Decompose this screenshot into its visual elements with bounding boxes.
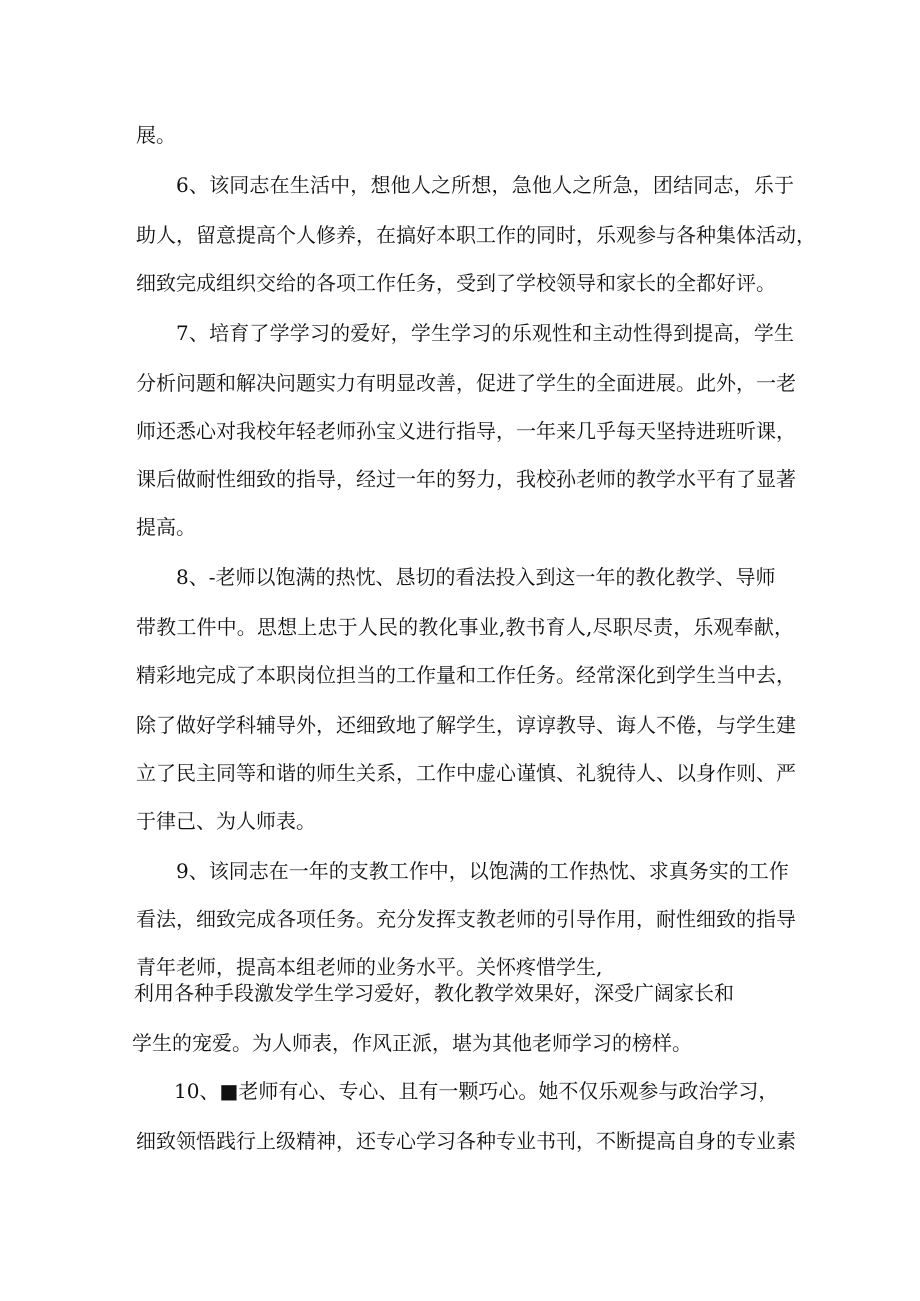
paragraph-9-line-4: 利用各种手段激发学生学习爱好，教化教学效果好，深受广阔家长和 bbox=[134, 981, 734, 1005]
paragraph-7-line-4: 课后做耐性细致的指导，经过一年的努力，我校孙老师的教学水平有了显著 bbox=[136, 467, 796, 491]
text-line: 展。 bbox=[136, 123, 176, 147]
paragraph-7-line-2: 分析问题和解决问题实力有明显改善，促进了学生的全面进展。此外，一老 bbox=[136, 371, 796, 395]
paragraph-6-line-1: 6、该同志在生活中，想他人之所想，急他人之所急，团结同志，乐于 bbox=[176, 173, 794, 197]
paragraph-8-line-4: 除了做好学科辅导外，还细致地了解学生，谆谆教导、诲人不倦，与学生建 bbox=[136, 713, 796, 737]
paragraph-8-line-6: 于律己、为人师表。 bbox=[136, 809, 316, 833]
paragraph-9-line-3: 青年老师，提高本组老师的业务水平。关怀疼惜学生, bbox=[136, 955, 603, 979]
paragraph-7-line-3: 师还悉心对我校年轻老师孙宝义进行指导，一年来几乎每天坚持进班听课， bbox=[136, 419, 796, 443]
paragraph-7-line-1: 7、培育了学学习的爱好，学生学习的乐观性和主动性得到提高，学生 bbox=[176, 321, 794, 345]
paragraph-7-line-5: 提高。 bbox=[136, 515, 196, 539]
paragraph-8-line-1: 8、-老师以饱满的热忱、恳切的看法投入到这一年的教化教学、导师 bbox=[176, 565, 776, 589]
paragraph-8-line-2: 带教工件中。思想上忠于人民的教化事业,教书育人,尽职尽责，乐观奉献， bbox=[136, 615, 794, 639]
paragraph-10-line-1: 10、■老师有心、专心、且有一颗巧心。她不仅乐观参与政治学习， bbox=[174, 1079, 779, 1103]
paragraph-9-line-5: 学生的宠爱。为人师表，作风正派，堪为其他老师学习的榜样。 bbox=[132, 1031, 692, 1055]
paragraph-9-line-1: 9、该同志在一年的支教工作中，以饱满的工作热忱、求真务实的工作 bbox=[176, 859, 789, 883]
paragraph-6-line-2: 助人，留意提高个人修养，在搞好本职工作的同时，乐观参与各种集体活动， bbox=[136, 223, 816, 247]
paragraph-8-line-5: 立了民主同等和谐的师生关系，工作中虚心谨慎、礼貌待人、以身作则、严 bbox=[136, 761, 796, 785]
paragraph-6-line-3: 细致完成组织交给的各项工作任务，受到了学校领导和家长的全都好评。 bbox=[136, 271, 776, 295]
paragraph-9-line-2: 看法，细致完成各项任务。充分发挥支教老师的引导作用，耐性细致的指导 bbox=[136, 907, 796, 931]
paragraph-10-line-2: 细致领悟践行上级精神，还专心学习各种专业书刊，不断提高自身的专业素 bbox=[136, 1129, 796, 1153]
paragraph-8-line-3: 精彩地完成了本职岗位担当的工作量和工作任务。经常深化到学生当中去， bbox=[136, 663, 796, 687]
